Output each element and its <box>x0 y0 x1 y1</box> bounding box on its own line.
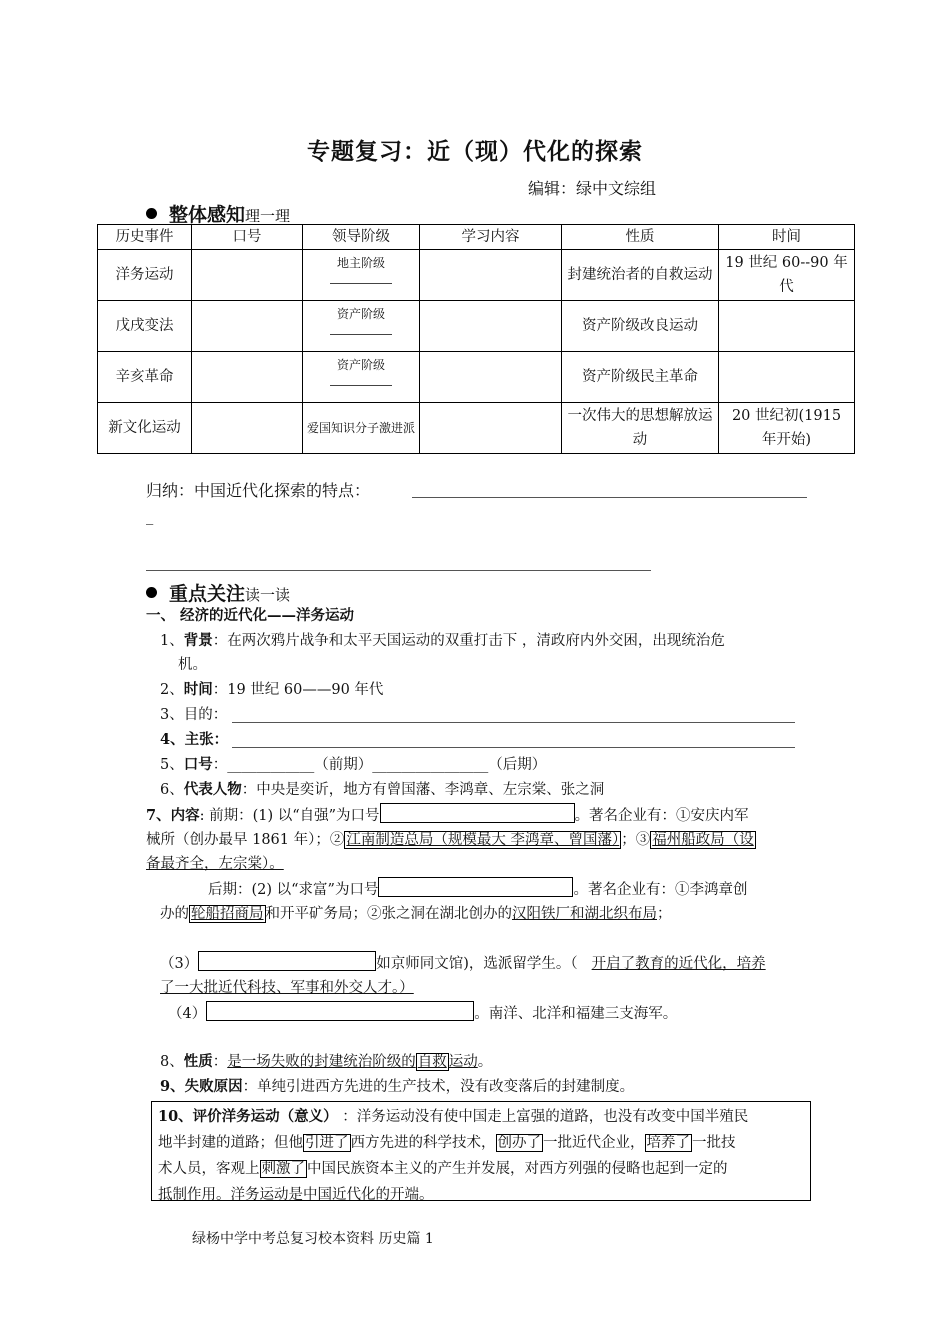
item-text: （3） <box>160 956 199 972</box>
item-claim: 4、主张： <box>160 731 229 748</box>
item-text: ；③ <box>621 832 651 848</box>
table-cell-leader <box>303 352 420 403</box>
item-number: 2、 <box>160 682 184 698</box>
item-label: 口号 <box>183 756 213 773</box>
eval-line <box>158 1104 804 1130</box>
section-heading-overview <box>146 200 290 227</box>
eval-text: 一批近代企业， <box>543 1135 645 1151</box>
item-label: 性质 <box>183 1053 213 1070</box>
table-header: 学习内容 <box>420 225 562 250</box>
boxed-keyword: 福州船政局（设 <box>652 832 754 848</box>
item-content-line2 <box>146 828 756 852</box>
item-label: 7、内容 <box>146 807 200 824</box>
table-cell-nature: 资产阶级民主革命 <box>562 352 719 403</box>
table-cell-time: 19 世纪 60--90 年代 <box>719 250 855 301</box>
eval-text: 术人员，客观上 <box>158 1161 260 1177</box>
table-cell-leader: 爱国知识分子激进派 <box>303 403 420 454</box>
fill-blank-line <box>146 570 651 571</box>
eval-line <box>158 1130 804 1156</box>
item-text: ：中央是奕䜣，地方有曾国藩、李鸿章、左宗棠、张之洞 <box>241 782 605 798</box>
item-label: 9、失败原因 <box>160 1078 243 1095</box>
eval-text: ：洋务运动没有使中国走上富强的道路，也没有改变中国半殖民 <box>337 1109 749 1125</box>
leader-text: 资产阶级 <box>336 307 385 321</box>
item-content-line5 <box>160 902 672 926</box>
table-cell-event: 戊戌变法 <box>98 301 192 352</box>
table-header: 领导阶级 <box>303 225 420 250</box>
item-nature <box>160 1050 492 1074</box>
table-header: 历史事件 <box>98 225 192 250</box>
item-text: ； <box>657 906 672 922</box>
table-row <box>98 403 855 454</box>
table-cell-time <box>719 352 855 403</box>
bullet-icon <box>146 208 157 219</box>
table-cell-slogan <box>192 250 303 301</box>
item-text: ：19 世纪 60——90 年代 <box>212 682 384 698</box>
table-cell-content <box>420 250 562 301</box>
table-row <box>98 352 855 403</box>
item-goal: 3、目的： <box>160 707 228 723</box>
item-text: 。著名企业有：①李鸿章创 <box>573 882 748 898</box>
section-heading-text: 整体感知 <box>169 204 246 226</box>
item-text: ： <box>212 1054 228 1070</box>
boxed-keyword: 刺激了 <box>261 1161 305 1177</box>
table-cell-content <box>420 403 562 454</box>
underlined-keyword: 开启了教育的近代化，培养 <box>591 956 766 972</box>
table-cell-event: 新文化运动 <box>98 403 192 454</box>
boxed-keyword: 创办了 <box>497 1135 541 1151</box>
item-content-line8 <box>168 1001 677 1026</box>
part-title: 一、 经济的近代化——洋务运动 <box>146 607 355 624</box>
page-title: 专题复习：近（现）代化的探索 <box>307 138 643 165</box>
item-people <box>160 778 604 802</box>
leader-text: 资产阶级 <box>336 358 385 372</box>
fill-blank-box <box>206 1001 474 1021</box>
table-row <box>98 301 855 352</box>
item-time <box>160 678 383 702</box>
item-failure <box>160 1075 634 1099</box>
item-text: 械所（创办最早 1861 年）；② <box>146 832 345 848</box>
table-cell-time <box>719 301 855 352</box>
item-number: 8、 <box>160 1054 184 1070</box>
table-cell-nature: 封建统治者的自救运动 <box>562 250 719 301</box>
fill-blank-box <box>198 951 376 971</box>
table-cell-event: 洋务运动 <box>98 250 192 301</box>
leader-text: 地主阶级 <box>336 256 385 270</box>
boxed-keyword: 江南制造总局（规模最大 李鸿章、曾国藩） <box>346 832 620 848</box>
table-cell-nature: 一次伟大的思想解放运动 <box>562 403 719 454</box>
boxed-keyword: 自救 <box>417 1054 447 1070</box>
section-heading-text: 重点关注 <box>169 583 246 605</box>
item-content-line4 <box>208 877 747 902</box>
section-subheading: 读一读 <box>245 586 291 604</box>
item-slogan <box>160 753 546 777</box>
item-content-line6 <box>160 951 766 976</box>
table-header-row <box>98 225 855 250</box>
underlined-keyword: 运动 <box>448 1054 478 1070</box>
table-header: 口号 <box>192 225 303 250</box>
table-header: 时间 <box>719 225 855 250</box>
eval-text: 中国民族资本主义的产生并发展，对西方列强的侵略也起到一定的 <box>307 1161 728 1177</box>
evaluation-box <box>151 1101 811 1201</box>
table-cell-content <box>420 352 562 403</box>
item-text: 。 <box>477 1054 493 1070</box>
underlined-keyword: 汉阳铁厂和湖北织布局 <box>512 906 657 922</box>
eval-label: 10、评价洋务运动（意义） <box>158 1108 338 1125</box>
table-header: 性质 <box>562 225 719 250</box>
item-background-cont: 机。 <box>178 657 207 673</box>
boxed-keyword: 轮船招商局 <box>191 906 264 922</box>
table-cell-event: 辛亥革命 <box>98 352 192 403</box>
eval-text: 西方先进的科学技术， <box>350 1135 496 1151</box>
fill-blank-line <box>330 333 392 335</box>
item-text: 。著名企业有：①安庆内军 <box>574 808 749 824</box>
section-heading-focus <box>146 579 290 606</box>
table-cell-nature: 资产阶级改良运动 <box>562 301 719 352</box>
fill-blank-line <box>330 384 392 386</box>
item-content-line7: 了一大批近代科技、军事和外交人才。） <box>160 980 414 996</box>
item-number: 5、 <box>160 757 184 773</box>
item-background <box>160 629 725 653</box>
fill-blank-box <box>380 803 575 823</box>
eval-line <box>158 1156 804 1182</box>
item-content-line3: 备最齐全，左宗棠）。 <box>146 856 284 872</box>
item-label: 代表人物 <box>183 781 242 798</box>
bullet-icon <box>146 587 157 598</box>
item-number: 1、 <box>160 633 184 649</box>
item-label: 时间 <box>183 681 213 698</box>
item-text: 。南洋、北洋和福建三支海军。 <box>474 1006 678 1022</box>
table-cell-content <box>420 301 562 352</box>
eval-text: 地半封建的道路；但他 <box>158 1135 303 1151</box>
overview-table <box>97 224 855 454</box>
item-text: ：在两次鸦片战争和太平天国运动的双重打击下 ，清政府内外交困，出现统治危 <box>212 633 725 649</box>
table-cell-leader <box>303 301 420 352</box>
boxed-keyword: 培养了 <box>646 1135 690 1151</box>
fill-blank-line <box>232 722 795 723</box>
item-text: ：____________（前期）________________（后期） <box>212 757 547 773</box>
table-cell-leader <box>303 250 420 301</box>
page-footer: 绿杨中学中考总复习校本资料 历史篇 1 <box>192 1231 434 1247</box>
item-content <box>146 803 749 828</box>
section-subheading: 理一理 <box>245 207 291 225</box>
item-text: 后期：(2) 以“求富”为口号 <box>208 882 379 898</box>
underlined-keyword: 是一场失败的封建统治阶级的 <box>227 1054 416 1070</box>
fill-blank-box <box>378 877 573 897</box>
item-text: （4） <box>168 1006 207 1022</box>
boxed-keyword: 引进了 <box>305 1135 349 1151</box>
item-number: 6、 <box>160 782 184 798</box>
summary-label: 归纳：中国近代化探索的特点： <box>146 481 371 500</box>
item-label: 背景 <box>183 632 213 649</box>
fill-blank-line <box>330 282 392 284</box>
item-text: 办的 <box>160 906 189 922</box>
item-text: ：单纯引进西方先进的生产技术，没有改变落后的封建制度。 <box>242 1079 635 1095</box>
item-text: 如京师同文馆)，选派留学生。（ <box>376 956 578 972</box>
fill-blank-line <box>232 747 795 748</box>
item-text: 和开平矿务局；②张之洞在湖北创办的 <box>265 906 512 922</box>
summary-dash: _ <box>146 509 154 525</box>
table-cell-time: 20 世纪初(1915 年开始) <box>719 403 855 454</box>
eval-text: 一批技 <box>692 1135 736 1151</box>
table-row <box>98 250 855 301</box>
table-cell-slogan <box>192 403 303 454</box>
fill-blank-line <box>412 497 807 498</box>
eval-line: 抵制作用。洋务运动是中国近代化的开端。 <box>158 1187 434 1203</box>
editor-credit: 编辑：绿中文综组 <box>528 179 657 198</box>
table-cell-slogan <box>192 352 303 403</box>
item-text: : 前期：(1) 以“自强”为口号 <box>199 808 380 824</box>
table-cell-slogan <box>192 301 303 352</box>
